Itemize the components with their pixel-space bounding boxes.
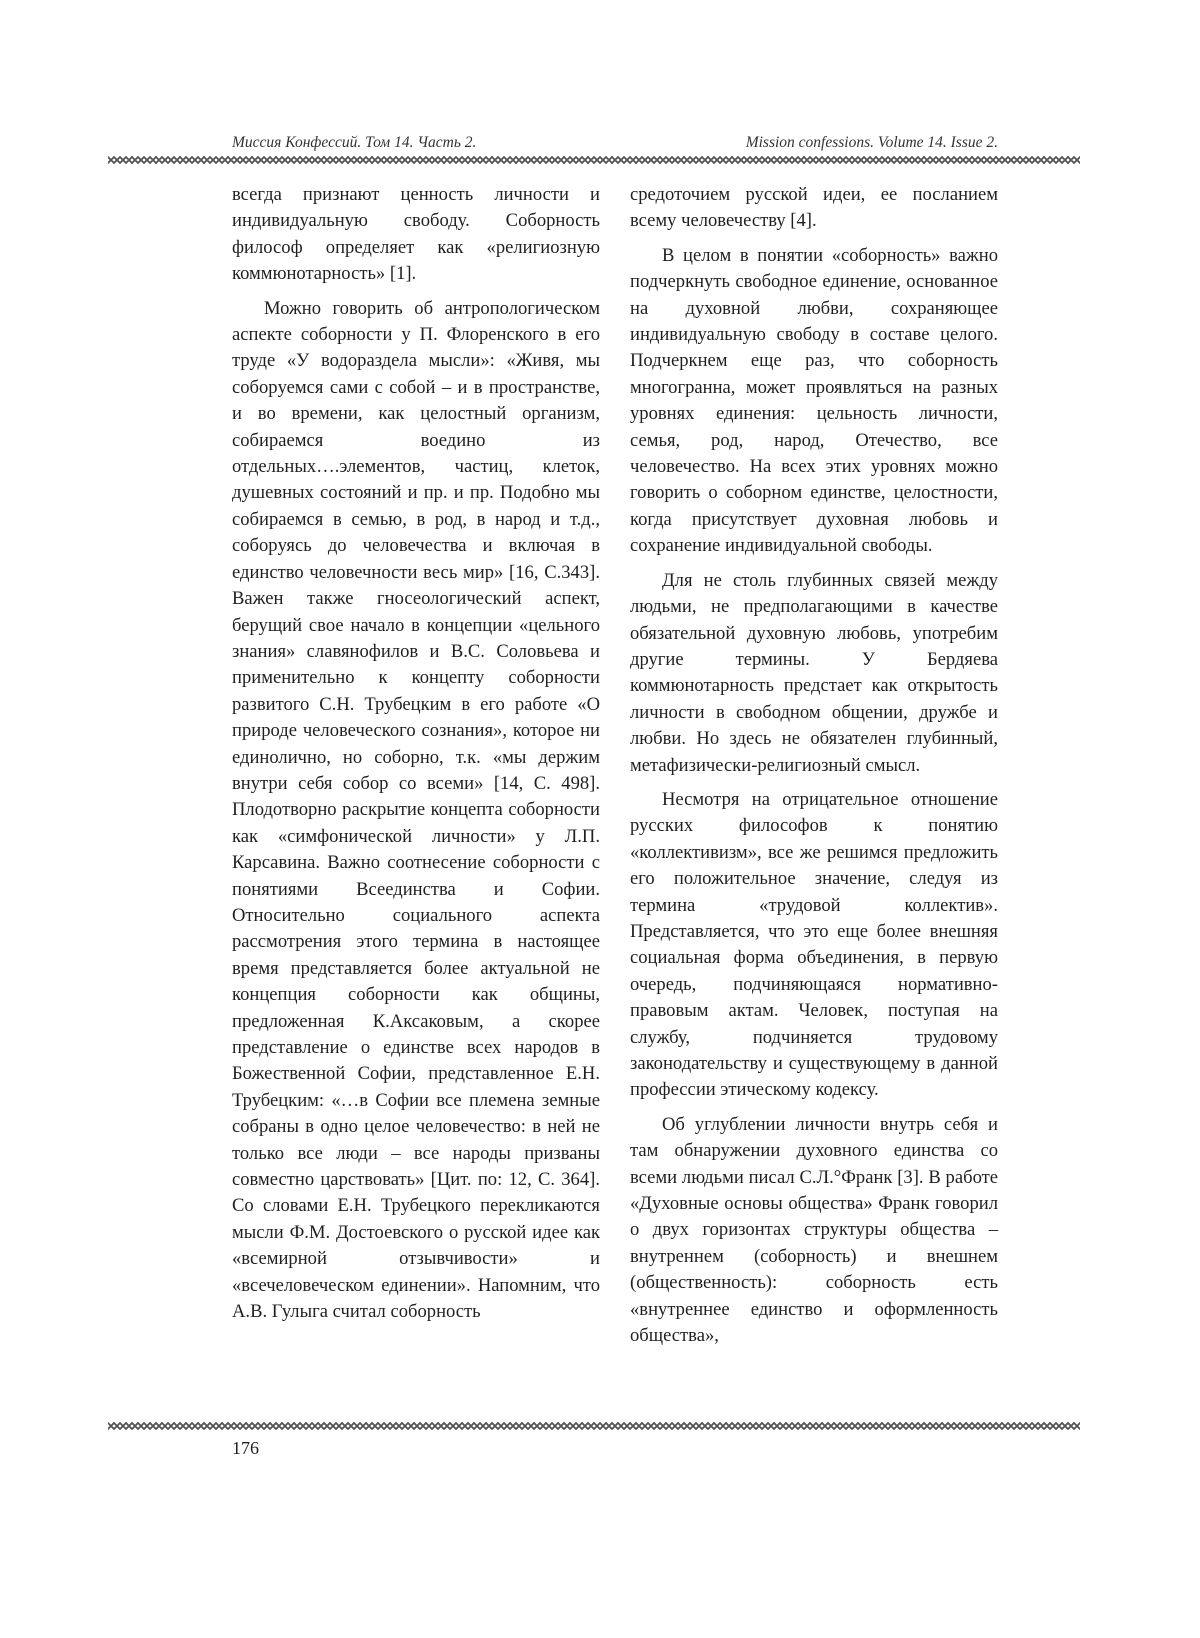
paragraph: средоточием русской идеи, ее посланием всему человечеству [4]. xyxy=(630,184,998,232)
right-text-column xyxy=(630,182,998,1357)
paragraph: Можно говорить об антропологическом аспекте соборности у П. Флоренского в его труде «У водораздела мысли»: «Живя, мы собоpуемся сами с собой – и в пространстве, и во времени, как целостный организм, собираемся воедино из отдельных….элементов, частиц, клеток, душевных состояний и пр. и пр. Подобно мы собираемся в семью, в род, в народ и т.д., собоpуясь до человечества и включая в единство человечности весь мир» [16, С.343]. Важен также гносеологический аспект, берущий свое начало в концепции «цельного знания» славянофилов и В.С. Соловьева и применительно к концепту соборности развитого С.Н. Трубецким в его работе «О природе человеческого сознания», которое ни единолично, но соборно, т.к. «мы держим внутри себя собор со всеми» [14, С. 498]. Плодотворно раскрытие концепта соборности как «симфонической личности» у Л.П. Карсавина. Важно соотнесение соборности с понятиями Всеединства и Софии. Относительно социального аспекта рассмотрения этого термина в настоящее время представляется более актуальной не концепция соборности как общины, предложенная К.Аксаковым, а скорее представление о единстве всех народов в Божественной Софии, представленное Е.Н. Трубецким: «…в Софии все племена земные собраны в одно целое человечество: в ней не только все люди – все народы призваны совместно царствовать» [Цит. по: 12, С. 364]. Со словами Е.Н. Трубецкого перекликаются мысли Ф.М. Достоевского о русской идее как «всемирной отзывчивости» и «всечеловеческом единении». Напомним, что А.В. Гулыга считал соборность xyxy=(232,297,600,1323)
left-text-column xyxy=(232,182,600,1333)
header-journal-title-en: Mission confessions. Volume 14. Issue 2. xyxy=(745,134,998,151)
bottom-ornamental-rule xyxy=(108,1422,1080,1430)
paragraph: Для не столь глубинных связей между людьми, не предполагающими в качестве обязательной духовную любовь, употребим другие термины. У Бердяева коммюнотарность предстает как открытость личности в свободном общении, дружбе и любви. Но здесь не обязателен глубинный, метафизически-религиозный смысл. xyxy=(630,569,998,776)
paragraph: всегда признают ценность личности и индивидуальную свободу. Соборность философ определяет как «религиозную коммюнотарность» [1]. xyxy=(232,184,600,285)
running-header xyxy=(232,134,998,158)
page-number: 176 xyxy=(232,1438,259,1458)
paragraph: Об углублении личности внутрь себя и там обнаружении духовного единства со всеми людьми писал С.Л.°Франк [3]. В работе «Духовные основы общества» Франк говорил о двух горизонтах структуры общества – внутреннем (соборность) и внешнем (общественность): соборность есть «внутреннее единство и оформленность общества», xyxy=(630,1113,998,1347)
top-ornamental-rule xyxy=(108,156,1080,164)
paragraph: Несмотря на отрицательное отношение русских философов к понятию «коллективизм», все же решимся предложить его положительное значение, следуя из термина «трудовой коллектив». Представляется, что это еще более внешняя социальная форма объединения, в первую очередь, подчиняющаяся нормативно-правовым актам. Человек, поступая на службу, подчиняется трудовому законодательству и существующему в данной профессии этическому кодексу. xyxy=(630,788,998,1101)
header-journal-title-ru: Миссия Конфессий. Том 14. Часть 2. xyxy=(232,134,477,151)
paragraph: В целом в понятии «соборность» важно подчеркнуть свободное единение, основанное на духовной любви, сохраняющее индивидуальную свободу в составе целого. Подчеркнем еще раз, что соборность многогранна, может проявляться на разных уровнях единения: цельность личности, семья, род, народ, Отечество, все человечество. На всех этих уровнях можно говорить о соборном единстве, целостности, когда присутствует духовная любовь и сохранение индивидуальной свободы. xyxy=(630,244,998,557)
